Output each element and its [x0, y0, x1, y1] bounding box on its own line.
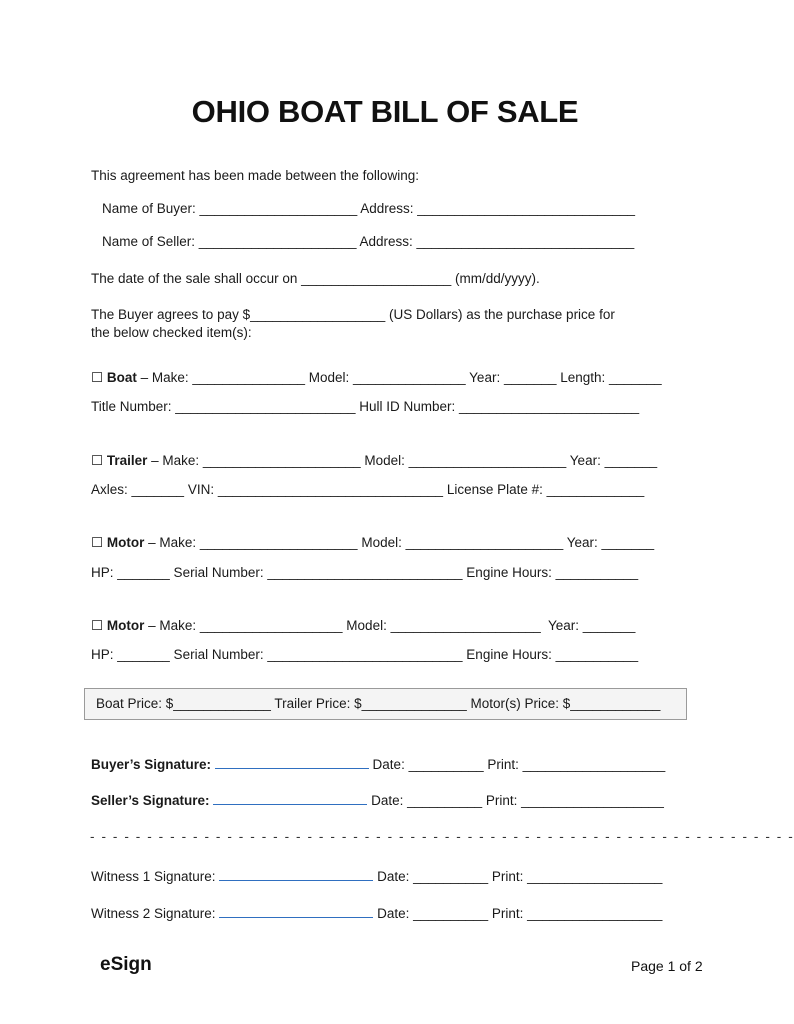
- witness1-row: [91, 868, 662, 885]
- esign-logo: eSign: [100, 954, 152, 975]
- buyer-signature-row: [91, 756, 665, 773]
- boat-row-2[interactable]: Title Number: ________________________ Hull ID Number: ________________________: [91, 399, 640, 414]
- buyer-signature-field[interactable]: [215, 756, 369, 769]
- divider: - - - - - - - - - - - - - - - - - - - - - - - - - - - - - - - - - - - - - - - - - - - - - - - - - - - - - - - - - - - - - -: [90, 829, 794, 844]
- motor1-checkbox[interactable]: ☐: [91, 535, 104, 550]
- boat-checkbox[interactable]: ☐: [91, 370, 104, 385]
- buyer-signature-rest[interactable]: Date: __________ Print: ___________________: [368, 757, 666, 772]
- witness1-label: Witness 1 Signature:: [91, 869, 216, 884]
- witness2-rest[interactable]: Date: __________ Print: __________________: [373, 906, 663, 921]
- witness2-label: Witness 2 Signature:: [91, 906, 216, 921]
- trailer-label: Trailer: [106, 453, 148, 468]
- motor1-row-2[interactable]: HP: _______ Serial Number: __________________________ Engine Hours: ___________: [91, 565, 639, 580]
- motor2-checkbox[interactable]: ☐: [91, 618, 104, 633]
- intro-text: This agreement has been made between the following:: [91, 168, 419, 183]
- witness2-row: [91, 905, 662, 922]
- buyer-signature-label: Buyer’s Signature:: [91, 757, 212, 772]
- boat-row: [91, 370, 662, 386]
- document-title: OHIO BOAT BILL OF SALE: [191, 94, 579, 129]
- boat-fields[interactable]: – Make: _______________ Model: _______________ Year: _______ Length: _______: [136, 370, 662, 385]
- seller-signature-label: Seller’s Signature:: [91, 793, 210, 808]
- seller-signature-rest[interactable]: Date: __________ Print: ___________________: [367, 793, 664, 808]
- motor1-fields[interactable]: – Make: _____________________ Model: _____________________ Year: _______: [144, 535, 655, 550]
- motor1-row: [91, 535, 654, 551]
- witness2-signature-field[interactable]: [219, 905, 373, 918]
- sale-date-line[interactable]: The date of the sale shall occur on ____________________ (mm/dd/yyyy).: [91, 271, 540, 286]
- trailer-fields[interactable]: – Make: _____________________ Model: _____________________ Year: _______: [147, 453, 658, 468]
- price-line[interactable]: Boat Price: $_____________ Trailer Price: $______________ Motor(s) Price: $____________: [96, 696, 661, 711]
- page-number: Page 1 of 2: [631, 958, 703, 974]
- purchase-price-line-2: the below checked item(s):: [91, 325, 252, 340]
- trailer-row-2[interactable]: Axles: _______ VIN: ______________________________ License Plate #: _____________: [91, 482, 645, 497]
- buyer-name-line[interactable]: Name of Buyer: _____________________ Address: _____________________________: [102, 201, 635, 216]
- boat-label: Boat: [106, 370, 137, 385]
- seller-signature-field[interactable]: [213, 792, 367, 805]
- seller-signature-row: [91, 792, 664, 809]
- motor2-label: Motor: [106, 618, 145, 633]
- witness1-rest[interactable]: Date: __________ Print: __________________: [373, 869, 663, 884]
- purchase-price-line[interactable]: The Buyer agrees to pay $__________________ (US Dollars) as the purchase price for: [91, 307, 615, 322]
- motor2-row: [91, 618, 635, 634]
- trailer-checkbox[interactable]: ☐: [91, 453, 104, 468]
- trailer-row: [91, 453, 657, 469]
- motor2-fields[interactable]: – Make: ___________________ Model: ____________________ Year: _______: [144, 618, 636, 633]
- motor1-label: Motor: [106, 535, 145, 550]
- motor2-row-2[interactable]: HP: _______ Serial Number: __________________________ Engine Hours: ___________: [91, 647, 639, 662]
- seller-name-line[interactable]: Name of Seller: _____________________ Address: _____________________________: [102, 234, 635, 249]
- witness1-signature-field[interactable]: [219, 868, 373, 881]
